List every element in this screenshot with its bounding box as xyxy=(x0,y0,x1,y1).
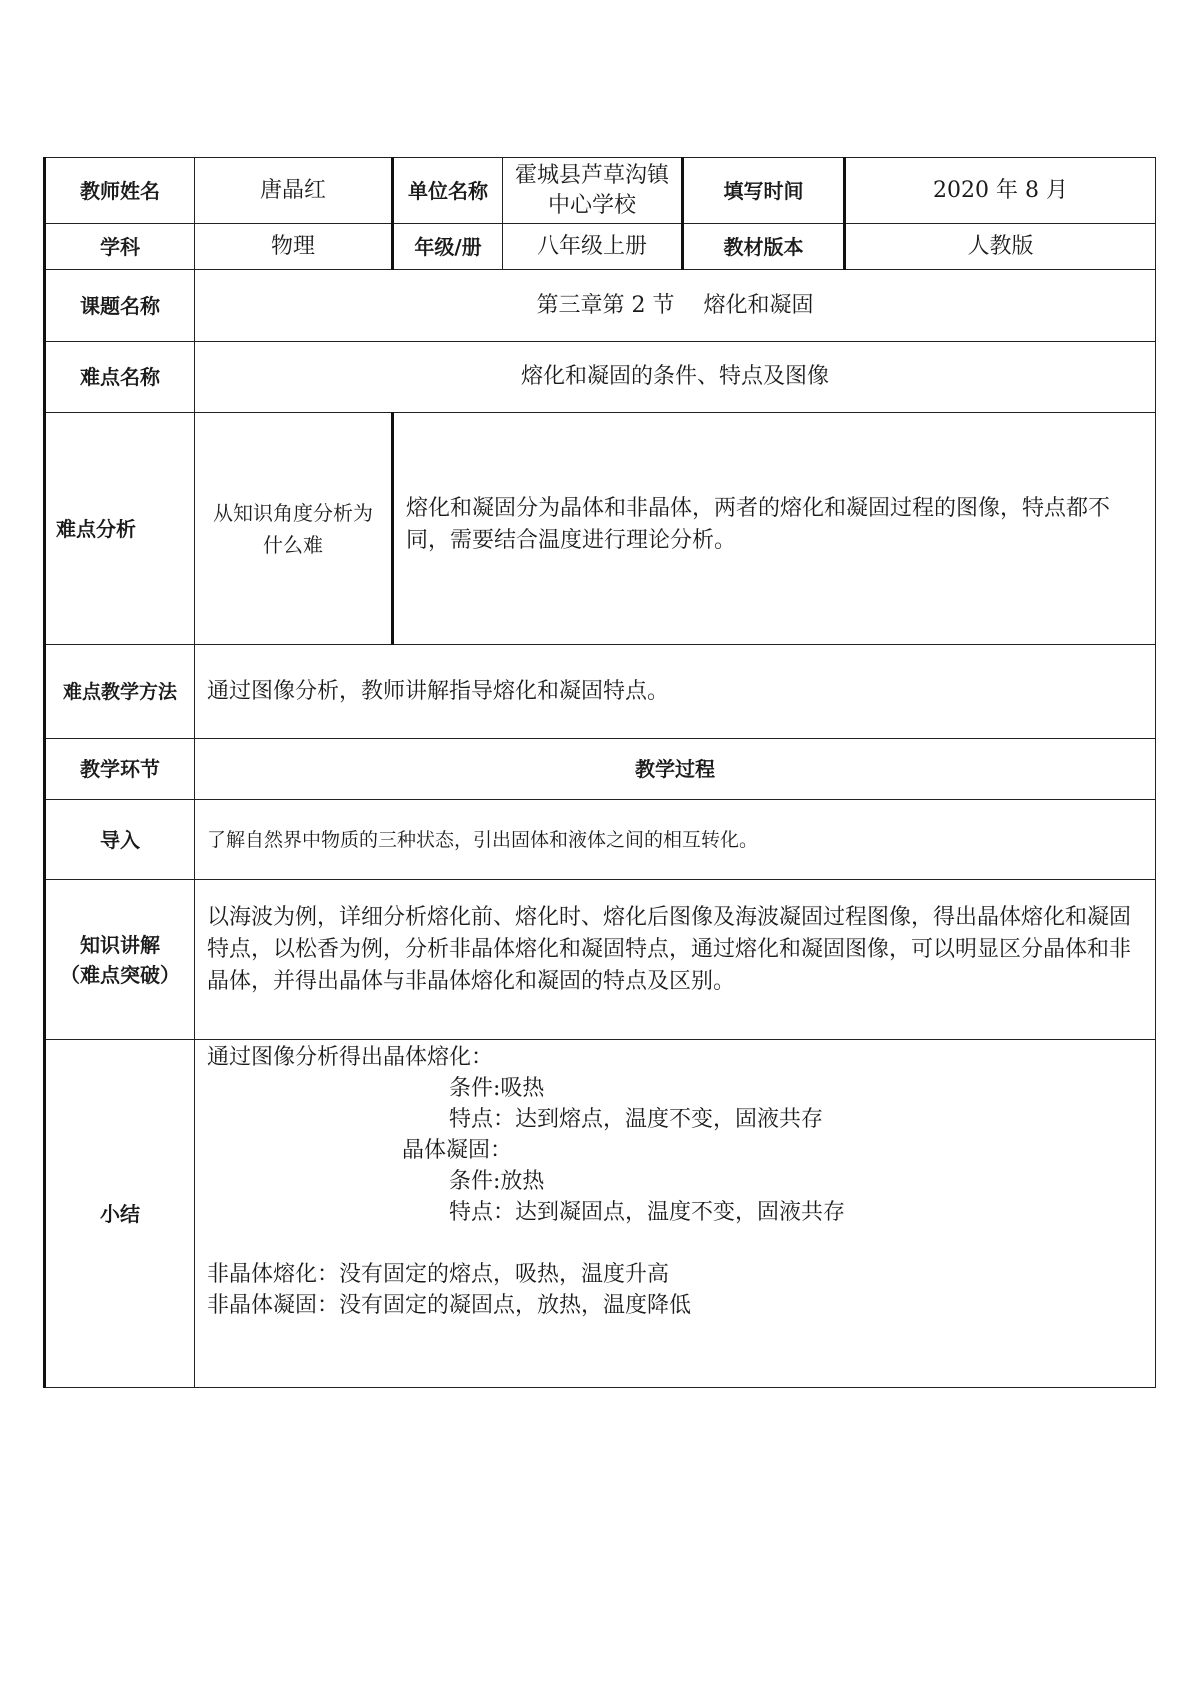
knowledge-row xyxy=(45,880,1156,1040)
lesson-plan-form xyxy=(43,157,1154,1388)
analysis-text: 熔化和凝固分为晶体和非晶体，两者的熔化和凝固过程的图像，特点都不同，需要结合温度进行理论分析。 xyxy=(393,413,1156,645)
difficulty-label: 难点名称 xyxy=(45,342,195,413)
subject-value: 物理 xyxy=(195,224,393,270)
process-header-row xyxy=(45,739,1156,800)
knowledge-label-line1: 知识讲解 xyxy=(80,932,160,957)
grade-label: 年级/册 xyxy=(393,224,503,270)
analysis-row xyxy=(45,413,1156,645)
summary-content xyxy=(195,1040,1156,1388)
summary-line-6: 特点：达到凝固点，温度不变，固液共存 xyxy=(449,1200,846,1225)
unit-label: 单位名称 xyxy=(393,158,503,224)
knowledge-text: 以海波为例，详细分析熔化前、熔化时、熔化后图像及海波凝固过程图像，得出晶体熔化和凝固特点，以松香为例，分析非晶体熔化和凝固特点，通过熔化和凝固图像，可以明显区分晶体和非晶体，并得出晶体与非晶体熔化和凝固的特点及区别。 xyxy=(195,880,1156,1040)
summary-line-7: 非晶体熔化：没有固定的熔点，吸热，温度升高 xyxy=(207,1262,670,1287)
summary-row xyxy=(45,1040,1156,1388)
knowledge-label xyxy=(45,880,195,1040)
analysis-sub-label xyxy=(195,413,393,645)
intro-row xyxy=(45,800,1156,880)
header-row-2 xyxy=(45,224,1156,270)
subject-label: 学科 xyxy=(45,224,195,270)
grade-value: 八年级上册 xyxy=(503,224,683,270)
header-row-1 xyxy=(45,158,1156,224)
edition-label: 教材版本 xyxy=(683,224,845,270)
analysis-sub-label-line1: 从知识角度分析为 xyxy=(213,500,373,525)
method-label: 难点教学方法 xyxy=(45,645,195,739)
summary-line-2: 条件:吸热 xyxy=(449,1076,545,1101)
unit-value-line1: 霍城县芦草沟镇 xyxy=(514,162,669,188)
summary-line-1: 通过图像分析得出晶体熔化： xyxy=(207,1045,494,1070)
knowledge-label-line2: （难点突破） xyxy=(60,962,180,987)
process-stage-label: 教学环节 xyxy=(45,739,195,800)
method-row xyxy=(45,645,1156,739)
lesson-plan-table xyxy=(43,157,1156,1388)
topic-label: 课题名称 xyxy=(45,270,195,342)
analysis-sub-label-line2: 什么难 xyxy=(263,532,323,557)
date-value: 2020 年 8 月 xyxy=(845,158,1156,224)
summary-line-3: 特点：达到熔点，温度不变，固液共存 xyxy=(449,1107,824,1132)
method-text: 通过图像分析，教师讲解指导熔化和凝固特点。 xyxy=(195,645,1156,739)
unit-value-line2: 中心学校 xyxy=(547,192,636,218)
summary-spacer xyxy=(207,1228,1143,1259)
teacher-value: 唐晶红 xyxy=(195,158,393,224)
summary-line-8: 非晶体凝固：没有固定的凝固点，放热，温度降低 xyxy=(207,1293,692,1318)
date-label: 填写时间 xyxy=(683,158,845,224)
topic-value: 第三章第 2 节 熔化和凝固 xyxy=(195,270,1156,342)
topic-row xyxy=(45,270,1156,342)
summary-line-4: 晶体凝固： xyxy=(402,1138,513,1163)
process-header-value: 教学过程 xyxy=(195,739,1156,800)
difficulty-value: 熔化和凝固的条件、特点及图像 xyxy=(195,342,1156,413)
difficulty-row xyxy=(45,342,1156,413)
teacher-label: 教师姓名 xyxy=(45,158,195,224)
intro-text: 了解自然界中物质的三种状态，引出固体和液体之间的相互转化。 xyxy=(195,800,1156,880)
intro-label: 导入 xyxy=(45,800,195,880)
unit-value xyxy=(503,158,683,224)
edition-value: 人教版 xyxy=(845,224,1156,270)
summary-line-5: 条件:放热 xyxy=(449,1169,545,1194)
analysis-label: 难点分析 xyxy=(45,413,195,645)
summary-label: 小结 xyxy=(45,1040,195,1388)
